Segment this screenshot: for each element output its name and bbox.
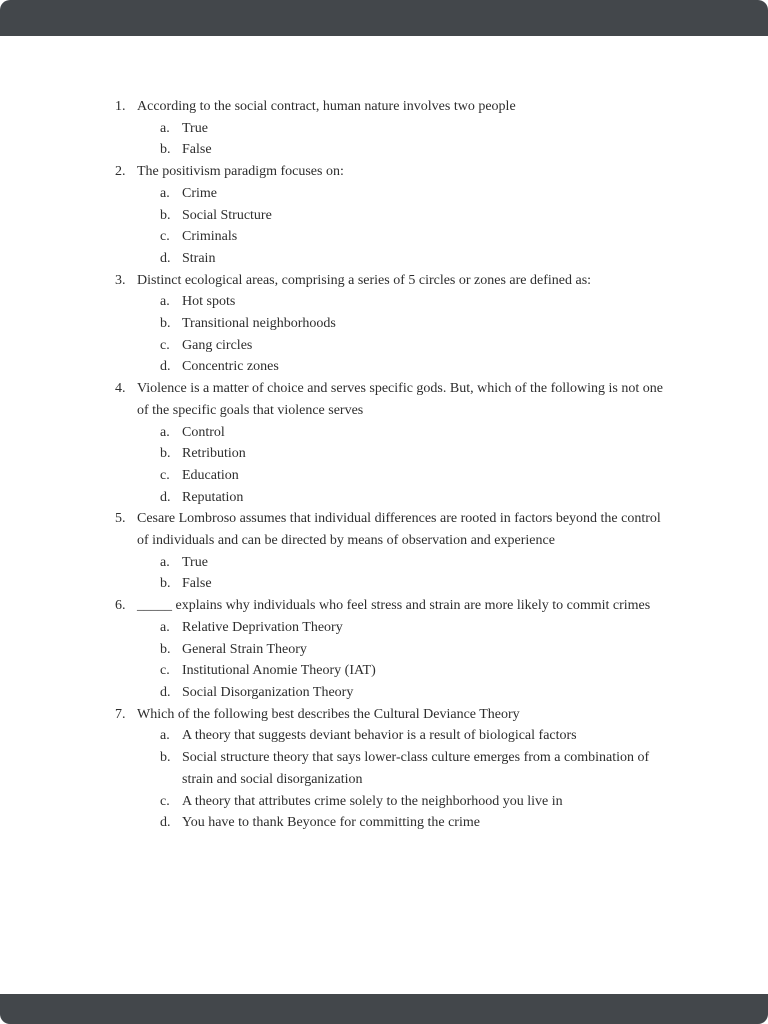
option-text: Crime — [182, 185, 217, 201]
option-letter: d. — [160, 489, 171, 505]
options-list — [137, 552, 673, 595]
question-3 — [115, 270, 673, 379]
option-text: False — [182, 576, 212, 592]
question-number: 6. — [115, 598, 126, 614]
question-4 — [115, 378, 673, 508]
option-letter: a. — [160, 619, 170, 635]
option — [160, 660, 673, 682]
option — [160, 183, 673, 205]
option-text: True — [182, 120, 208, 136]
option-letter: b. — [160, 576, 171, 592]
option — [160, 791, 673, 813]
viewer-top-bar — [0, 0, 768, 36]
option-letter: d. — [160, 359, 171, 375]
option-text: A theory that suggests deviant behavior is a result of biological factors — [182, 728, 577, 744]
option-text: General Strain Theory — [182, 641, 307, 657]
question-text: The positivism paradigm focuses on: — [137, 164, 344, 180]
option-text: Concentric zones — [182, 359, 279, 375]
option-text: Education — [182, 467, 239, 483]
option — [160, 465, 673, 487]
question-6 — [115, 595, 673, 704]
question-text: Cesare Lombroso assumes that individual differences are rooted in factors beyond the control of individuals and can be directed by means of observation and experience — [137, 511, 661, 549]
question-number: 5. — [115, 511, 126, 527]
options-list — [137, 725, 673, 834]
option-letter: a. — [160, 424, 170, 440]
question-text: Distinct ecological areas, comprising a series of 5 circles or zones are defined as: — [137, 272, 592, 288]
option-letter: b. — [160, 207, 171, 223]
option-text: Institutional Anomie Theory (IAT) — [182, 663, 376, 679]
option-letter: d. — [160, 815, 171, 831]
question-2 — [115, 161, 673, 270]
question-text: Violence is a matter of choice and serves specific gods. But, which of the following is not one of the specific goals that violence serves — [137, 381, 663, 418]
option — [160, 118, 673, 140]
option-letter: b. — [160, 316, 171, 332]
option — [160, 335, 673, 357]
question-number: 4. — [115, 381, 126, 397]
option-letter: b. — [160, 641, 171, 657]
option-text: Gang circles — [182, 337, 253, 353]
option — [160, 682, 673, 704]
question-number: 1. — [115, 99, 126, 114]
option — [160, 139, 673, 161]
option-text: Relative Deprivation Theory — [182, 619, 343, 635]
option-text: Hot spots — [182, 294, 236, 310]
option — [160, 639, 673, 661]
option-letter: b. — [160, 446, 171, 462]
question-body — [137, 508, 673, 595]
option-letter: a. — [160, 120, 170, 136]
question-body — [137, 378, 673, 508]
option — [160, 573, 673, 595]
question-body — [137, 595, 673, 704]
option — [160, 205, 673, 227]
option — [160, 812, 673, 834]
options-list — [137, 118, 673, 161]
document-page — [0, 36, 768, 994]
question-7 — [115, 704, 673, 834]
question-body — [137, 96, 673, 161]
option-text: True — [182, 554, 208, 570]
option — [160, 747, 673, 790]
option-text: A theory that attributes crime solely to the neighborhood you live in — [182, 793, 563, 809]
option-letter: b. — [160, 142, 171, 158]
option-letter: a. — [160, 185, 170, 201]
question-body — [137, 704, 673, 834]
option-text: Social Disorganization Theory — [182, 684, 354, 700]
question-body — [137, 161, 673, 270]
viewer-bottom-bar — [0, 994, 768, 1024]
option-letter: c. — [160, 663, 170, 679]
option — [160, 725, 673, 747]
option-text: Social Structure — [182, 207, 272, 223]
option — [160, 356, 673, 378]
question-1 — [115, 96, 673, 161]
question-text: According to the social contract, human nature involves two people — [137, 99, 516, 114]
option-text: Strain — [182, 250, 216, 266]
option — [160, 248, 673, 270]
question-text: Which of the following best describes the Cultural Deviance Theory — [137, 706, 520, 722]
options-list — [137, 291, 673, 378]
option — [160, 443, 673, 465]
options-list — [137, 422, 673, 509]
option-letter: c. — [160, 229, 170, 245]
option — [160, 617, 673, 639]
question-5 — [115, 508, 673, 595]
question-text: _____ explains why individuals who feel stress and strain are more likely to commit crimes — [137, 598, 651, 614]
option — [160, 313, 673, 335]
question-number: 2. — [115, 164, 126, 180]
question-body — [137, 270, 673, 379]
question-number: 7. — [115, 706, 126, 722]
option-letter: d. — [160, 250, 171, 266]
option — [160, 487, 673, 509]
option-letter: a. — [160, 554, 170, 570]
option-text: False — [182, 142, 212, 158]
option-letter: c. — [160, 467, 170, 483]
option-letter: b. — [160, 750, 171, 766]
question-number: 3. — [115, 272, 126, 288]
option — [160, 226, 673, 248]
option-text: You have to thank Beyonce for committing the crime — [182, 815, 480, 831]
option-text: Control — [182, 424, 225, 440]
option-text: Criminals — [182, 229, 238, 245]
options-list — [137, 183, 673, 270]
option-letter: c. — [160, 337, 170, 353]
option — [160, 422, 673, 444]
option-text: Retribution — [182, 446, 246, 462]
option-letter: a. — [160, 294, 170, 310]
option — [160, 291, 673, 313]
option-text: Reputation — [182, 489, 244, 505]
option-letter: c. — [160, 793, 170, 809]
option-letter: a. — [160, 728, 170, 744]
option-letter: d. — [160, 684, 171, 700]
option — [160, 552, 673, 574]
option-text: Social structure theory that says lower-class culture emerges from a combination of strain and social disorganization — [182, 750, 650, 787]
option-text: Transitional neighborhoods — [182, 316, 336, 332]
options-list — [137, 617, 673, 704]
